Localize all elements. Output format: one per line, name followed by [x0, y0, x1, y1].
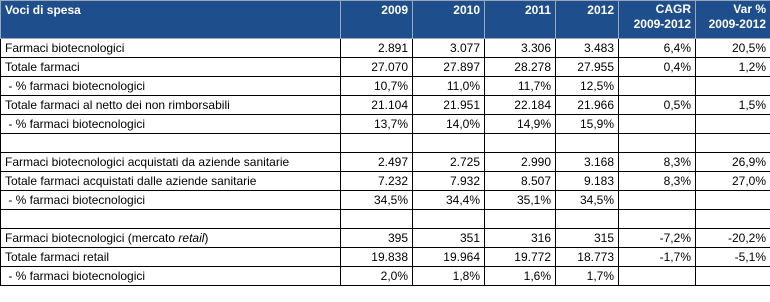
- cell-2010: 351: [413, 229, 485, 248]
- cell-var: -20,2%: [696, 229, 770, 248]
- cell-cagr: [619, 77, 696, 96]
- cell-var: [696, 134, 770, 153]
- cell-2011: 3.306: [485, 39, 556, 58]
- cell-2012: 315: [556, 229, 619, 248]
- table-row: [1, 58, 770, 77]
- cell-cagr: -1,7%: [619, 248, 696, 267]
- header-row: [1, 1, 770, 39]
- header-var-line2: 2009-2012: [708, 17, 766, 31]
- row-label: - % farmaci biotecnologici: [1, 191, 341, 210]
- cell-2009: 34,5%: [341, 191, 413, 210]
- table-row: [1, 96, 770, 115]
- cell-var: 27,0%: [696, 172, 770, 191]
- cell-cagr: [619, 134, 696, 153]
- cell-2011: 14,9%: [485, 115, 556, 134]
- cell-2009: 27.070: [341, 58, 413, 77]
- cell-2011: 22.184: [485, 96, 556, 115]
- table-row: [1, 115, 770, 134]
- row-label: Totale farmaci: [1, 58, 341, 77]
- cell-cagr: [619, 210, 696, 229]
- table-row: [1, 77, 770, 96]
- cell-2011: 11,7%: [485, 77, 556, 96]
- cell-2011: 19.772: [485, 248, 556, 267]
- cell-2012: 1,7%: [556, 267, 619, 286]
- cell-2012: 3.168: [556, 153, 619, 172]
- cell-2009: [341, 210, 413, 229]
- cell-2011: 35,1%: [485, 191, 556, 210]
- row-label: Farmaci biotecnologici acquistati da aziende sanitarie: [1, 153, 341, 172]
- cell-2010: 7.932: [413, 172, 485, 191]
- cell-2012: 21.966: [556, 96, 619, 115]
- row-label-prefix: Farmaci biotecnologici (mercato: [5, 230, 179, 245]
- cell-2009: 13,7%: [341, 115, 413, 134]
- cell-2010: 21.951: [413, 96, 485, 115]
- header-cagr-line2: 2009-2012: [633, 17, 691, 31]
- cell-var: 26,9%: [696, 153, 770, 172]
- cell-2012: 15,9%: [556, 115, 619, 134]
- cell-2009: 2.891: [341, 39, 413, 58]
- table-row: [1, 39, 770, 58]
- cell-var: 1,5%: [696, 96, 770, 115]
- cell-cagr: [619, 267, 696, 286]
- header-2011: 2011: [485, 1, 556, 39]
- row-label: [1, 134, 341, 153]
- table-header: [1, 1, 770, 39]
- header-voci-di-spesa: Voci di spesa: [1, 1, 341, 39]
- row-label: Totale farmaci acquistati dalle aziende sanitarie: [1, 172, 341, 191]
- cell-2009: 10,7%: [341, 77, 413, 96]
- row-label: - % farmaci biotecnologici: [1, 115, 341, 134]
- cell-2010: 19.964: [413, 248, 485, 267]
- blank-row: [1, 134, 770, 153]
- row-label: Totale farmaci retail: [1, 248, 341, 267]
- row-label: [1, 210, 341, 229]
- cell-cagr: [619, 191, 696, 210]
- table-row: [1, 229, 770, 248]
- cell-2009: 7.232: [341, 172, 413, 191]
- cell-2011: 8.507: [485, 172, 556, 191]
- cell-var: -5,1%: [696, 248, 770, 267]
- header-var-line1: Var %: [733, 2, 766, 16]
- cell-var: [696, 191, 770, 210]
- cell-2012: 27.955: [556, 58, 619, 77]
- cell-2010: [413, 134, 485, 153]
- cell-2012: [556, 134, 619, 153]
- cell-var: 1,2%: [696, 58, 770, 77]
- cell-2010: 34,4%: [413, 191, 485, 210]
- cell-2010: 2.725: [413, 153, 485, 172]
- cell-var: [696, 115, 770, 134]
- table-row: [1, 172, 770, 191]
- header-cagr-line1: CAGR: [655, 2, 691, 16]
- header-2009: 2009: [341, 1, 413, 39]
- row-label: Farmaci biotecnologici: [1, 39, 341, 58]
- row-label: Totale farmaci al netto dei non rimborsabili: [1, 96, 341, 115]
- cell-2012: 3.483: [556, 39, 619, 58]
- table-row: [1, 248, 770, 267]
- cell-cagr: 8,3%: [619, 172, 696, 191]
- row-label-italic: retail: [178, 230, 205, 245]
- cell-cagr: 0,4%: [619, 58, 696, 77]
- cell-2012: 18.773: [556, 248, 619, 267]
- table-row: [1, 191, 770, 210]
- cell-2009: [341, 134, 413, 153]
- cell-2010: 1,8%: [413, 267, 485, 286]
- row-label: - % farmaci biotecnologici: [1, 77, 341, 96]
- cell-2011: [485, 134, 556, 153]
- cell-2009: 2,0%: [341, 267, 413, 286]
- table-body: [1, 39, 770, 286]
- cell-2011: 2.990: [485, 153, 556, 172]
- header-2010: 2010: [413, 1, 485, 39]
- cell-2009: 395: [341, 229, 413, 248]
- cell-2011: 1,6%: [485, 267, 556, 286]
- cell-cagr: 6,4%: [619, 39, 696, 58]
- cell-2009: 19.838: [341, 248, 413, 267]
- cell-2010: 3.077: [413, 39, 485, 58]
- cell-2009: 21.104: [341, 96, 413, 115]
- cell-2010: 14,0%: [413, 115, 485, 134]
- cell-cagr: 0,5%: [619, 96, 696, 115]
- cell-2011: [485, 210, 556, 229]
- cell-2012: 34,5%: [556, 191, 619, 210]
- cell-2012: 9.183: [556, 172, 619, 191]
- cell-2012: 12,5%: [556, 77, 619, 96]
- cell-var: [696, 210, 770, 229]
- header-cagr: [619, 1, 696, 39]
- header-2012: 2012: [556, 1, 619, 39]
- blank-row: [1, 210, 770, 229]
- cell-var: 20,5%: [696, 39, 770, 58]
- cell-2012: [556, 210, 619, 229]
- row-label: [1, 229, 341, 248]
- table-row: [1, 267, 770, 286]
- cell-2009: 2.497: [341, 153, 413, 172]
- cell-cagr: [619, 115, 696, 134]
- cell-2010: 11,0%: [413, 77, 485, 96]
- cell-var: [696, 267, 770, 286]
- row-label: - % farmaci biotecnologici: [1, 267, 341, 286]
- cell-2011: 28.278: [485, 58, 556, 77]
- table-row: [1, 153, 770, 172]
- cell-2011: 316: [485, 229, 556, 248]
- cell-cagr: -7,2%: [619, 229, 696, 248]
- cell-cagr: 8,3%: [619, 153, 696, 172]
- cell-var: [696, 77, 770, 96]
- cell-2010: [413, 210, 485, 229]
- row-label-suffix: ): [204, 230, 209, 245]
- header-var: [696, 1, 770, 39]
- cell-2010: 27.897: [413, 58, 485, 77]
